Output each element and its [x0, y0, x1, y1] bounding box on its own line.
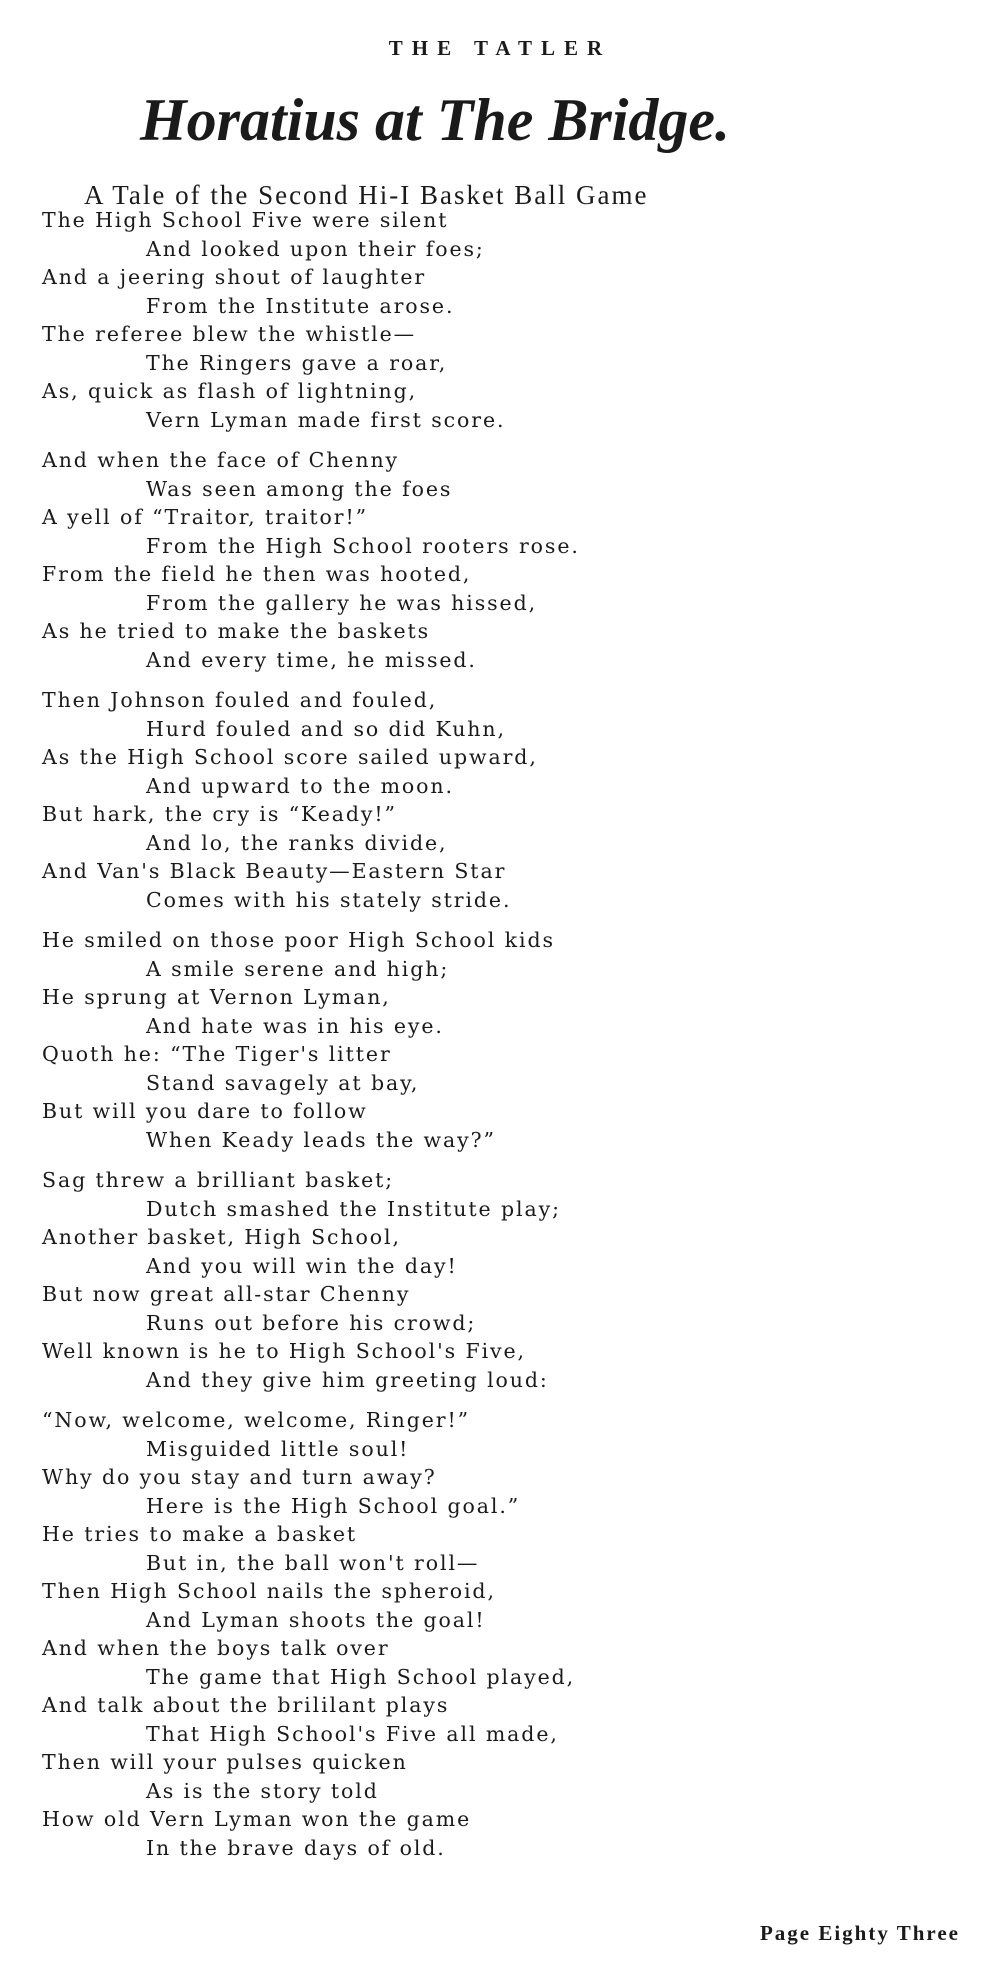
poem-line: A yell of “Traitor, traitor!” [42, 505, 369, 529]
poem-line: And hate was in his eye. [146, 1013, 444, 1038]
poem-line: And a jeering shout of laughter [42, 265, 427, 289]
poem-line: Comes with his stately stride. [146, 887, 512, 912]
poem-line: And when the face of Chenny [42, 448, 400, 472]
poem-line: How old Vern Lyman won the game [42, 1807, 472, 1831]
poem-line: As, quick as flash of lightning, [42, 379, 418, 403]
poem-line: From the High School rooters rose. [146, 533, 580, 558]
poem-line: The game that High School played, [146, 1664, 576, 1689]
poem-line: Here is the High School goal.” [146, 1493, 521, 1518]
poem-line: The High School Five were silent [42, 208, 449, 232]
poem-line: Then will your pulses quicken [42, 1750, 408, 1774]
poem-line: Misguided little soul! [146, 1436, 410, 1461]
poem-line: A smile serene and high; [146, 956, 450, 981]
poem-line: And when the boys talk over [42, 1636, 390, 1660]
poem-line: And looked upon their foes; [146, 236, 485, 261]
poem-line: Then Johnson fouled and fouled, [42, 688, 438, 712]
poem-line: That High School's Five all made, [146, 1721, 559, 1746]
stanza [42, 926, 942, 1154]
poem-line: From the field he then was hooted, [42, 562, 472, 586]
stanza [42, 1166, 942, 1394]
poem-line: Hurd fouled and so did Kuhn, [146, 716, 506, 741]
poem-line: But in, the ball won't roll— [146, 1550, 480, 1575]
stanza [42, 1406, 942, 1862]
poem-line: And Van's Black Beauty—Eastern Star [42, 859, 507, 883]
poem-line: Well known is he to High School's Five, [42, 1339, 526, 1363]
poem-line: Another basket, High School, [42, 1225, 401, 1249]
poem-line: Stand savagely at bay, [146, 1070, 420, 1095]
stanza [42, 206, 942, 434]
poem-line: From the gallery he was hissed, [146, 590, 538, 615]
poem-line: And every time, he missed. [146, 647, 477, 672]
poem-line: Then High School nails the spheroid, [42, 1579, 496, 1603]
poem-line: But hark, the cry is “Keady!” [42, 802, 397, 826]
poem-line: As is the story told [146, 1778, 379, 1803]
poem-line: And upward to the moon. [146, 773, 454, 798]
poem-line: He sprung at Vernon Lyman, [42, 985, 391, 1009]
poem-line: And talk about the brililant plays [42, 1693, 450, 1717]
poem-line: Was seen among the foes [146, 476, 453, 501]
poem-line: Sag threw a brilliant basket; [42, 1168, 395, 1192]
poem-line: But will you dare to follow [42, 1099, 368, 1123]
poem-line: As the High School score sailed upward, [42, 745, 538, 769]
poem-line: And Lyman shoots the goal! [146, 1607, 486, 1632]
poem-line: And you will win the day! [146, 1253, 458, 1278]
poem-body [42, 206, 942, 1874]
poem-line: Dutch smashed the Institute play; [146, 1196, 561, 1221]
poem-line: The referee blew the whistle— [42, 322, 417, 346]
poem-line: “Now, welcome, welcome, Ringer!” [42, 1408, 470, 1432]
poem-line: The Ringers gave a roar, [146, 350, 448, 375]
stanza [42, 686, 942, 914]
poem-title: Horatius at The Bridge. [139, 87, 731, 153]
poem-line: But now great all-star Chenny [42, 1282, 411, 1306]
poem-line: Quoth he: “The Tiger's litter [42, 1042, 392, 1066]
poem-line: When Keady leads the way?” [146, 1127, 496, 1152]
poem-subtitle: A Tale of the Second Hi-I Basket Ball Game [84, 180, 649, 210]
poem-line: As he tried to make the baskets [42, 619, 431, 643]
page-number: Page Eighty Three [759, 1921, 960, 1945]
poem-line: From the Institute arose. [146, 293, 455, 318]
poem-line: And lo, the ranks divide, [146, 830, 448, 855]
poem-line: In the brave days of old. [146, 1835, 446, 1860]
stanza [42, 446, 942, 674]
poem-line: He tries to make a basket [42, 1522, 358, 1546]
running-head: THE TATLER [388, 36, 612, 60]
poem-line: And they give him greeting loud: [146, 1367, 549, 1392]
poem-line: Why do you stay and turn away? [42, 1465, 437, 1489]
poem-line: He smiled on those poor High School kids [42, 928, 555, 952]
poem-line: Runs out before his crowd; [146, 1310, 477, 1335]
poem-line: Vern Lyman made first score. [146, 407, 506, 432]
